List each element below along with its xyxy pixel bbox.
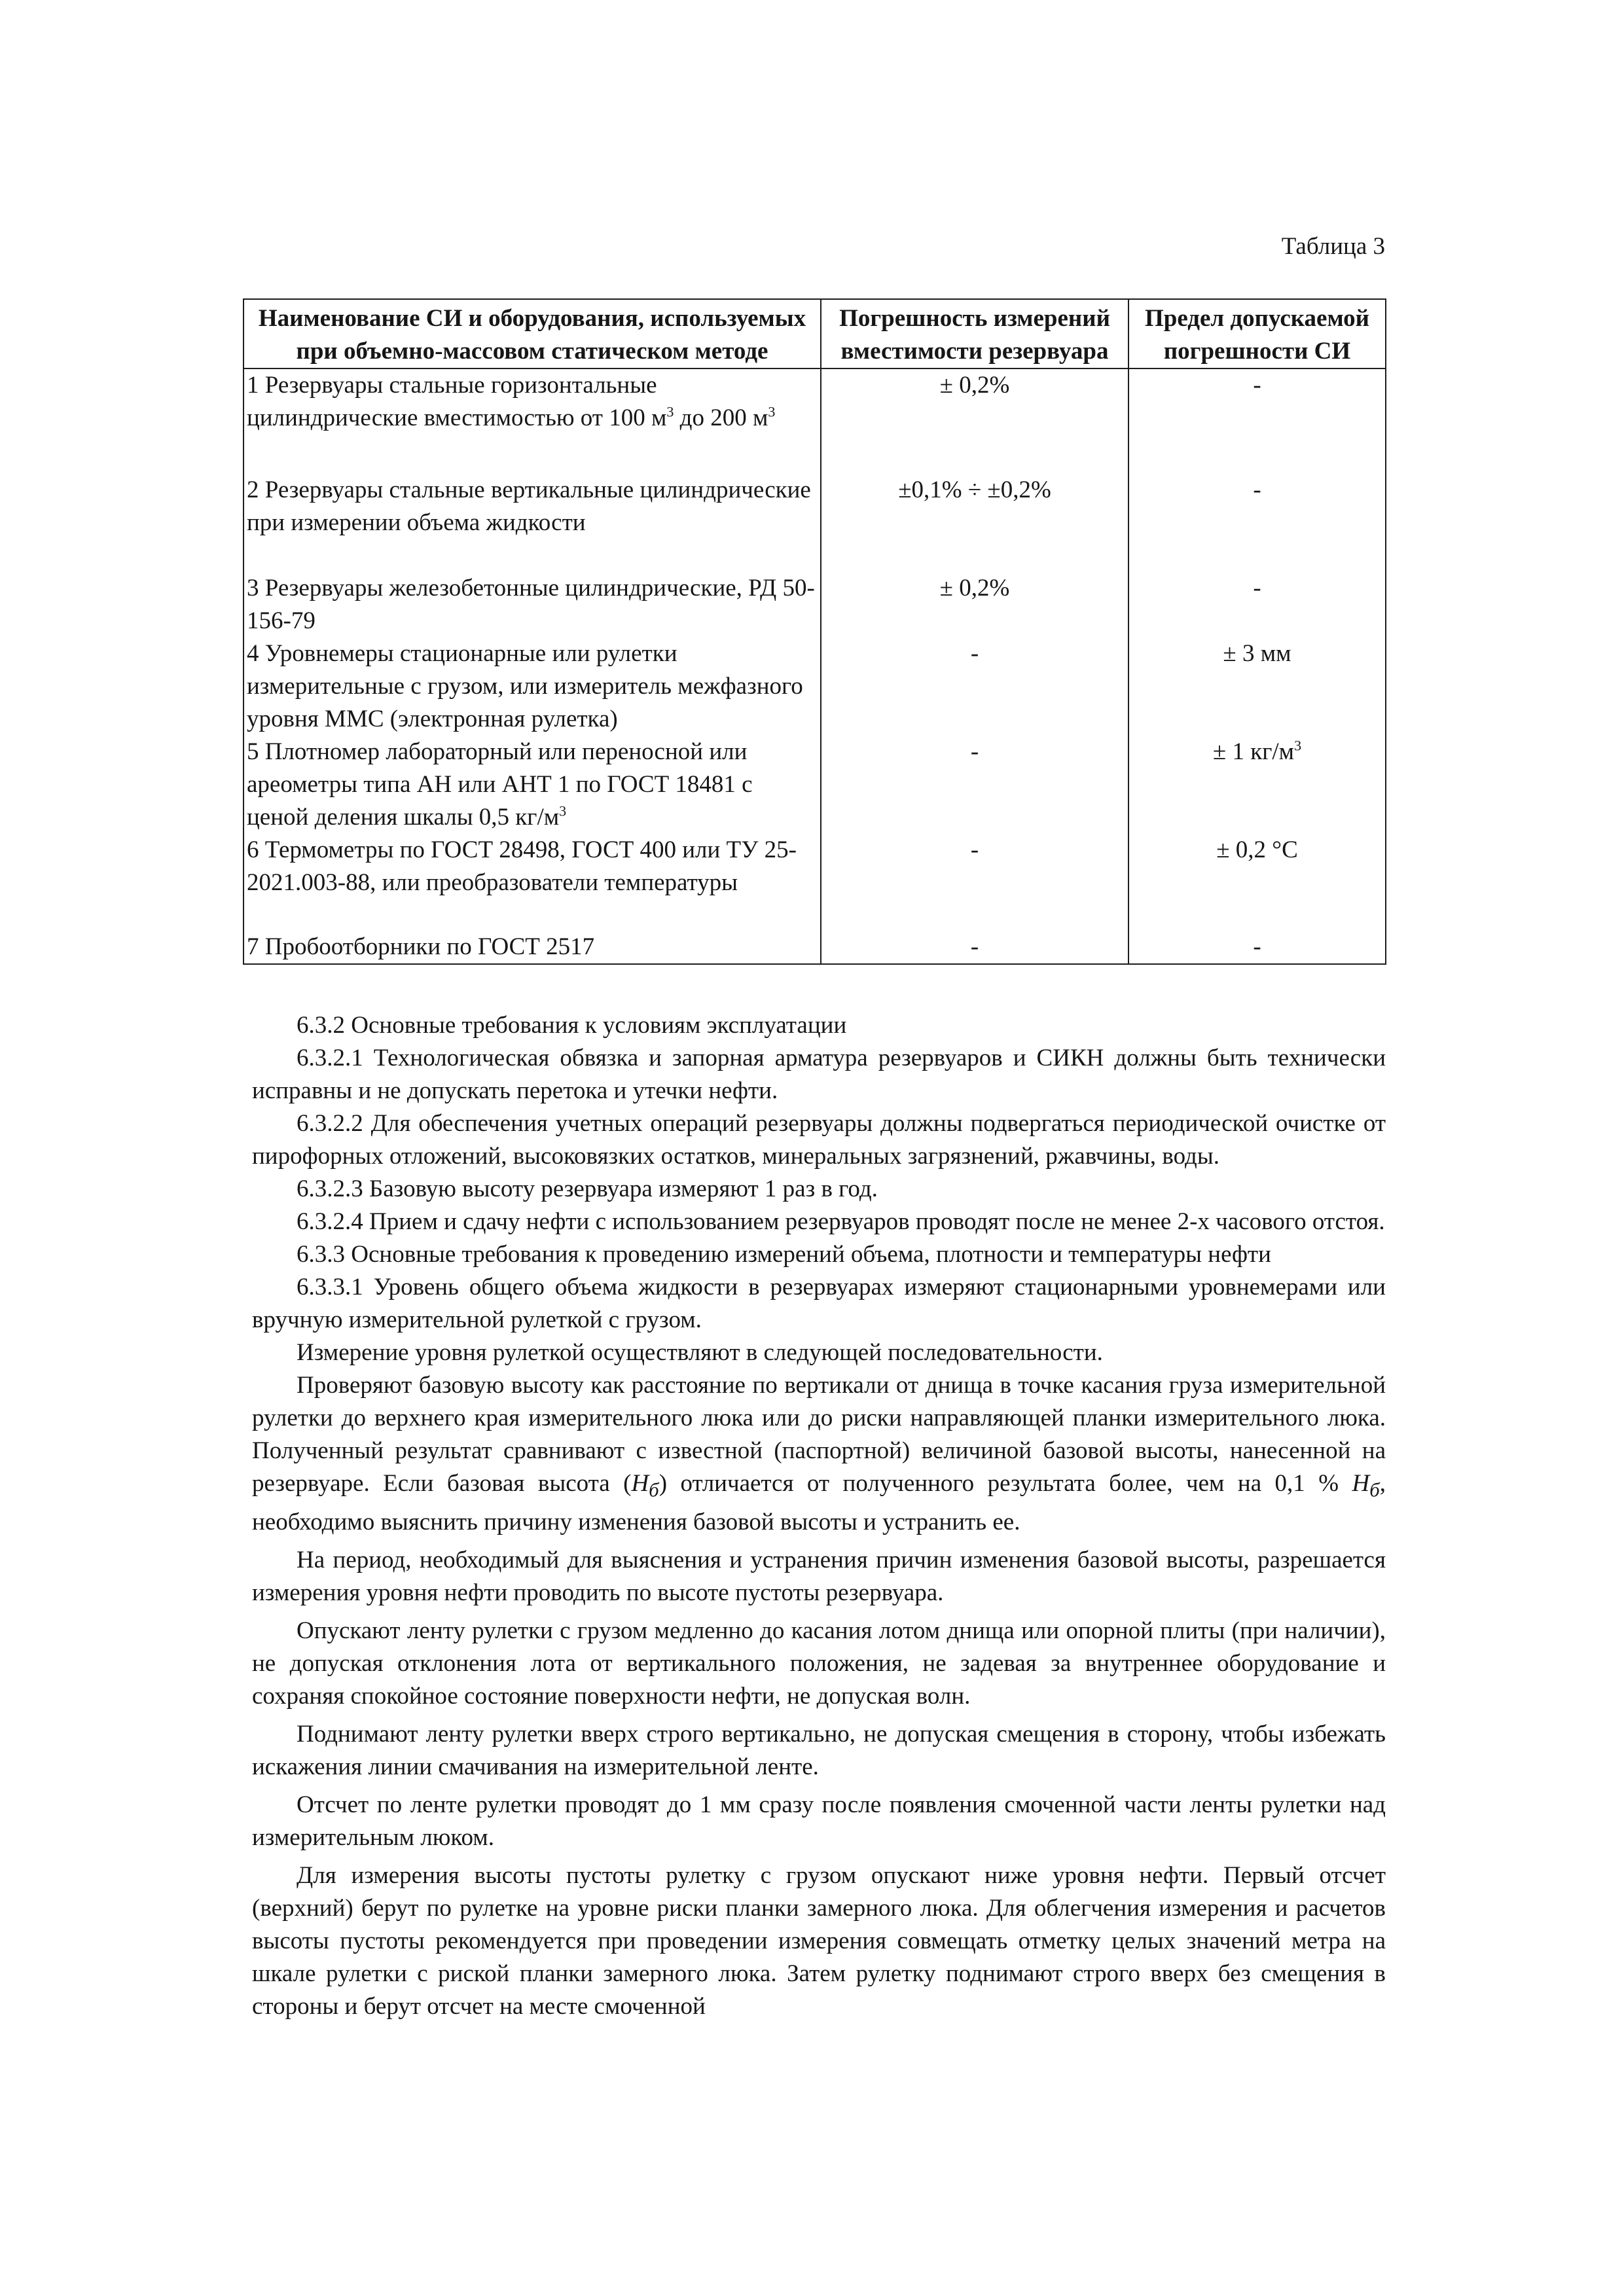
row-name: 4 Уровнемеры стационарные или рулетки измерительные с грузом, или измеритель межфазного уровня ММС (электронная рулетка) <box>244 637 821 736</box>
table-caption: Таблица 3 <box>1281 233 1385 260</box>
row-limit: - <box>1128 368 1386 474</box>
row-name: 2 Резервуары стальные вертикальные цилиндрические при измерении объема жидкости <box>244 474 821 572</box>
paragraph-6-3-2-4: 6.3.2.4 Прием и сдачу нефти с использованием резервуаров проводят после не менее 2-х часового отстоя. <box>297 1208 1385 1235</box>
row-limit: ± 0,2 °С <box>1128 834 1386 931</box>
paragraph-6-3-2-2: 6.3.2.2 Для обеспечения учетных операций резервуары должны подвергаться периодической очистке от пирофорных отложений, высоковязких остатков, минеральных загрязнений, ржавчины, воды. <box>252 1110 1386 1170</box>
paragraph-empty-height: На период, необходимый для выяснения и устранения причин изменения базовой высоты, разрешается измерения уровня нефти проводить по высоте пустоты резервуара. <box>252 1547 1386 1607</box>
row-name: 7 Пробоотборники по ГОСТ 2517 <box>244 931 821 964</box>
row-accuracy: ± 0,2% <box>821 368 1128 474</box>
paragraph-6-3-2: 6.3.2 Основные требования к условиям эксплуатации <box>297 1012 847 1039</box>
table-row <box>244 368 1386 474</box>
paragraph-base-height: Проверяют базовую высоту как расстояние по вертикали от днища в точке касания груза измерительной рулетки до верхнего края измерительного люка или до риски направляющей планки измерительного люка. Полученный результат сравнивают с известной (паспортной) величиной базовой высоты, нанесенной на резервуаре. Если базовая высота $(Н_б)$ отличается от полученного результата более, чем на 0,1 % $Н_б$, необходимо выяснить причину изменения базовой высоты и устранить ее. <box>252 1372 1386 1536</box>
table-row <box>244 637 1386 736</box>
table-row <box>244 931 1386 964</box>
row-limit: ± 3 мм <box>1128 637 1386 736</box>
table-row <box>244 834 1386 931</box>
instruments-table <box>243 298 1386 965</box>
paragraph-raise-tape: Поднимают ленту рулетки вверх строго вертикально, не допуская смещения в сторону, чтобы избежать искажения линии смачивания на измерительной ленте. <box>252 1721 1386 1781</box>
row-limit: - <box>1128 572 1386 637</box>
table-row <box>244 736 1386 834</box>
row-accuracy: ±0,1% ÷ ±0,2% <box>821 474 1128 572</box>
paragraph-6-3-3: 6.3.3 Основные требования к проведению измерений объема, плотности и температуры нефти <box>297 1241 1271 1268</box>
body-text <box>252 1009 1386 2023</box>
paragraph-empty-measure: Для измерения высоты пустоты рулетку с грузом опускают ниже уровня нефти. Первый отсчет (верхний) берут по рулетке на уровне риски планки замерного люка. Для облегчения измерения и расчетов высоты пустоты рекомендуется при проведении измерения совмещать отметку целых значений метра на шкале рулетки с риской планки замерного люка. Затем рулетку поднимают строго вверх без смещения в стороны и берут отсчет на месте смоченной <box>252 1862 1386 2020</box>
header-instrument-name: Наименование СИ и оборудования, используемых при объемно-массовом статическом методе <box>244 299 821 368</box>
row-accuracy: - <box>821 931 1128 964</box>
paragraph-measure-sequence: Измерение уровня рулеткой осуществляют в следующей последовательности. <box>297 1339 1103 1366</box>
row-limit: - <box>1128 474 1386 572</box>
row-accuracy: - <box>821 834 1128 931</box>
row-name: 1 Резервуары стальные горизонтальные цилиндрические вместимостью от 100 $м^3$ до 200 $м^3$ <box>244 368 821 474</box>
row-limit: - <box>1128 931 1386 964</box>
paragraph-6-3-2-1: 6.3.2.1 Технологическая обвязка и запорная арматура резервуаров и СИКН должны быть технически исправны и не допускать перетока и утечки нефти. <box>252 1045 1386 1104</box>
row-accuracy: - <box>821 637 1128 736</box>
row-accuracy: ± 0,2% <box>821 572 1128 637</box>
paragraph-6-3-3-1: 6.3.3.1 Уровень общего объема жидкости в резервуарах измеряют стационарными уровнемерами или вручную измерительной рулеткой с грузом. <box>252 1274 1386 1333</box>
header-error-limit: Предел допускаемой погрешности СИ <box>1128 299 1386 368</box>
row-name: 3 Резервуары железобетонные цилиндрические, РД 50-156-79 <box>244 572 821 637</box>
row-accuracy: - <box>821 736 1128 834</box>
header-capacity-accuracy: Погрешность измерений вместимости резервуара <box>821 299 1128 368</box>
row-name: 5 Плотномер лабораторный или переносной или ареометры типа АН или АНТ 1 по ГОСТ 18481 с ценой деления шкалы 0,5 $кг/м^3$ <box>244 736 821 834</box>
table-header-row <box>244 299 1386 368</box>
table-row <box>244 474 1386 572</box>
row-limit: ± 1 $кг/м^3$ <box>1128 736 1386 834</box>
row-name: 6 Термометры по ГОСТ 28498, ГОСТ 400 или ТУ 25-2021.003-88, или преобразователи температуры <box>244 834 821 931</box>
table-row <box>244 572 1386 637</box>
paragraph-reading: Отсчет по ленте рулетки проводят до 1 мм сразу после появления смоченной части ленты рулетки над измерительным люком. <box>252 1791 1386 1852</box>
paragraph-6-3-2-3: 6.3.2.3 Базовую высоту резервуара измеряют 1 раз в год. <box>297 1175 878 1202</box>
paragraph-lower-tape: Опускают ленту рулетки с грузом медленно до касания лотом днища или опорной плиты (при наличии), не допуская отклонения лота от вертикального положения, не задевая за внутреннее оборудование и сохраняя спокойное состояние поверхности нефти, не допуская волн. <box>252 1617 1386 1710</box>
